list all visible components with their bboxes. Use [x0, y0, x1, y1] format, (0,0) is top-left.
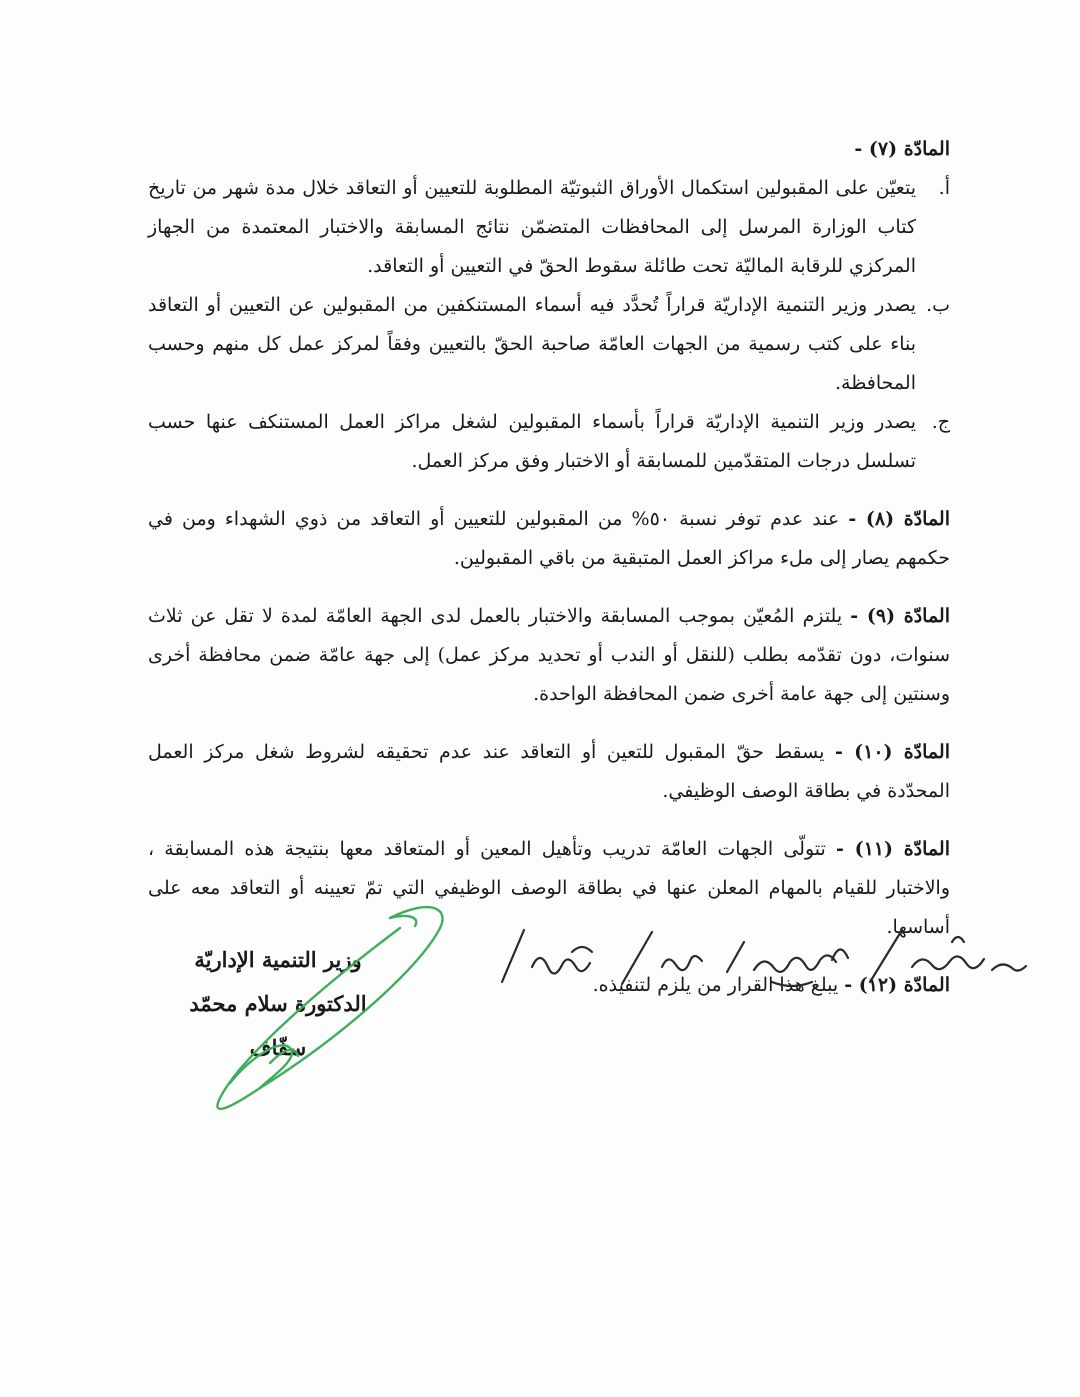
- handwritten-date: [472, 912, 1032, 1002]
- clause-c-letter: ج.: [931, 411, 950, 433]
- article-7-clause-b: [148, 286, 950, 403]
- green-signature: [200, 888, 460, 1128]
- article-9-title: المادّة (٩) -: [850, 605, 950, 627]
- article-10-text: يسقط حقّ المقبول للتعين أو التعاقد عند عدم تحقيقه لشروط شغل مركز العمل المحدّدة في بطاقة الوصف الوظيفي.: [148, 741, 950, 802]
- article-9: [148, 597, 950, 714]
- clause-a-text: يتعيّن على المقبولين استكمال الأوراق الثبوتيّة المطلوبة للتعيين أو التعاقد خلال مدة شهر من تاريخ كتاب الوزارة المرسل إلى المحافظات المتضمّن نتائج المسابقة والاختبار المعتمدة من الجهاز المركزي للرقابة الماليّة تحت طائلة سقوط الحقّ في التعيين أو التعاقد.: [148, 177, 916, 277]
- article-10: [148, 733, 950, 811]
- signature-title: وزير التنمية الإداريّة: [194, 947, 362, 972]
- signature-name: الدكتورة سلام محمّد سفّاف: [189, 991, 367, 1060]
- article-7-clause-c: [148, 403, 950, 481]
- article-8: [148, 500, 950, 578]
- article-7-title: المادّة (٧) -: [854, 138, 950, 160]
- clause-a-letter: أ.: [938, 177, 950, 199]
- clause-b-letter: ب.: [926, 294, 950, 316]
- article-12-text: يبلغ هذا القرار من يلزم لتنفيذه.: [592, 974, 839, 996]
- article-8-text: عند عدم توفر نسبة ٥٠% من المقبولين للتعيين أو التعاقد من ذوي الشهداء ومن في حكمهم يصار إلى ملء مراكز العمل المتبقية من باقي المقبولين.: [148, 508, 950, 569]
- article-7-clause-a: [148, 169, 950, 286]
- article-8-title: المادّة (٨) -: [848, 508, 951, 530]
- article-10-title: المادّة (١٠) -: [835, 741, 950, 763]
- article-11-title: المادّة (١١) -: [835, 838, 950, 860]
- article-9-text: يلتزم المُعيّن بموجب المسابقة والاختبار بالعمل لدى الجهة العامّة لمدة لا تقل عن ثلاث سنوات، دون تقدّمه بطلب (للنقل أو الندب أو تحديد مركز عمل) إلى جهة عامّة ضمن محافظة أخرى وسنتين إلى جهة عامة أخرى ضمن المحافظة الواحدة.: [148, 605, 950, 705]
- clause-c-text: يصدر وزير التنمية الإداريّة قراراً بأسماء المقبولين لشغل مراكز العمل المستنكف عنها حسب تسلسل درجات المتقدّمين للمسابقة أو الاختبار وفق مركز العمل.: [148, 411, 916, 472]
- article-12-title: المادّة (١٢) -: [844, 974, 950, 996]
- article-11-text: تتولّى الجهات العامّة تدريب وتأهيل المعين أو المتعاقد معها بنتيجة هذه المسابقة ، والاختبار للقيام بالمهام المعلن عنها في بطاقة الوصف الوظيفي التي تمّ تعيينه أو التعاقد معه على أساسها.: [148, 838, 950, 938]
- clause-b-text: يصدر وزير التنمية الإداريّة قراراً تُحدَّد فيه أسماء المستنكفين من المقبولين عن التعيين أو التعاقد بناء على كتب رسمية من الجهات العامّة صاحبة الحقّ بالتعيين وفقاً لمركز عمل كل منهم وحسب المحافظة.: [148, 294, 916, 394]
